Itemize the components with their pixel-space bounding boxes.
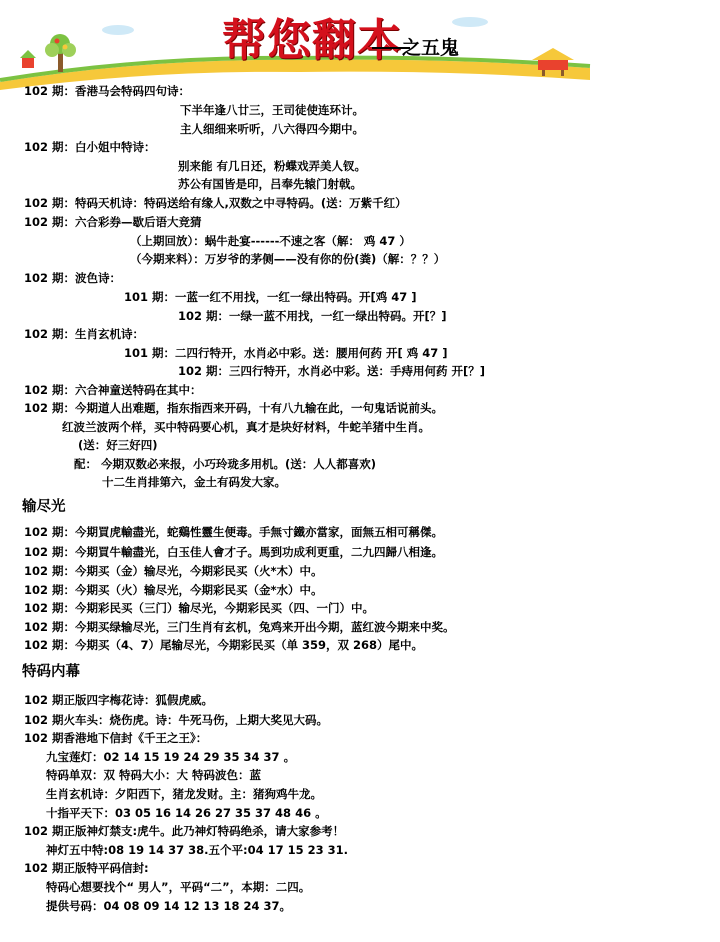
text-line: 102 期：今期買虎輸盡光，蛇鷄性靈生便毒。手無寸鐵亦當家，面無五相可稱傑。 xyxy=(24,525,444,539)
text-line: 特码单双：双 特码大小：大 特码波色：蓝 xyxy=(46,768,262,782)
text-line: 特码心想要找个“ 男人”，平码“二”，本期：二四。 xyxy=(46,880,311,894)
text-line: 102 期：今期买（4、7）尾输尽光，今期彩民买（单 359，双 268）尾中。 xyxy=(24,638,424,652)
house-icon xyxy=(20,50,36,68)
text-line: 苏公有国皆是印，吕奉先辕门射戟。 xyxy=(178,177,362,191)
text-line: 102 期：今期买（火）输尽光，今期彩民买（金*水）中。 xyxy=(24,583,323,597)
text-line: 102 期正版神灯禁支:虎牛。此乃神灯特码绝杀，请大家参考！ xyxy=(24,824,345,838)
text-line: （上期回放）：蜗牛赴宴------不速之客（解： 鸡 47 ） xyxy=(130,234,411,248)
text-line: 102 期香港地下信封《千王之王》： xyxy=(24,731,208,745)
text-line: (送：好三好四) xyxy=(78,438,158,452)
text-line: 102 期：今期买绿输尽光，三门生肖有玄机，兔鸡来开出今期，蓝红波今期来中奖。 xyxy=(24,620,455,634)
text-line: 102 期：今期买（金）输尽光，今期彩民买（火*木）中。 xyxy=(24,564,323,578)
text-line: 神灯五中特:08 19 14 37 38.五个平:04 17 15 23 31. xyxy=(46,843,348,857)
section-heading: 特码内幕 xyxy=(22,664,80,680)
text-line: 102 期：今期買牛輸盡光，白玉佳人會才子。馬到功成利更重，二九四歸八相逢。 xyxy=(24,545,444,559)
text-line: 下半年逢八廿三，王司徒使连环计。 xyxy=(180,103,364,117)
text-line: 九宝莲灯：02 14 15 19 24 29 35 34 37 。 xyxy=(46,750,296,764)
header-banner xyxy=(0,0,720,90)
text-line: 102 期：香港马会特码四句诗： xyxy=(24,84,191,98)
text-line: （今期来料）：万岁爷的茅侧——没有你的份(粪)（解：？？） xyxy=(130,252,446,266)
text-line: 102 期：三四行特开，水肖必中彩。送：手痔用何药 开[？] xyxy=(178,364,486,378)
text-line: 102 期：六合彩券—歇后语大竞猜 xyxy=(24,215,202,229)
text-line: 102 期：白小姐中特诗： xyxy=(24,140,156,154)
text-line: 102 期：今期彩民买（三门）输尽光，今期彩民买（四、一门）中。 xyxy=(24,601,375,615)
text-line: 红波兰波两个样，买中特码要心机，真才是块好材料，牛蛇羊猪中生肖。 xyxy=(62,420,430,434)
section-heading: 输尽光 xyxy=(22,499,66,515)
text-line: 101 期：一蓝一红不用找，一红一绿出特码。开[鸡 47 ] xyxy=(124,290,417,304)
text-line: 十指平天下：03 05 16 14 26 27 35 37 48 46 。 xyxy=(46,806,327,820)
tree-icon xyxy=(45,34,76,72)
text-line: 102 期：今期道人出难题，指东指西来开码，十有八九输在此，一句鬼话说前头。 xyxy=(24,401,444,415)
text-line: 102 期：特码天机诗：特码送给有缘人,双数之中寻特码。(送：万紫千红） xyxy=(24,196,407,210)
text-line: 生肖玄机诗：夕阳西下，猪龙发财。主：猪狗鸡牛龙。 xyxy=(46,787,322,801)
text-line: 102 期正版特平码信封: xyxy=(24,861,149,875)
text-line: 102 期：六合神童送特码在其中： xyxy=(24,383,202,397)
text-line: 102 期：一绿一蓝不用找，一红一绿出特码。开[？] xyxy=(178,309,447,323)
text-line: 102 期正版四字梅花诗：狐假虎威。 xyxy=(24,693,214,707)
page-title: 帮您翻本 xyxy=(222,15,402,66)
text-line: 102 期：波色诗： xyxy=(24,271,122,285)
text-line: 102 期火车头：烧伤虎。诗：牛死马伤，上期大奖见大码。 xyxy=(24,713,329,727)
text-line: 提供号码：04 08 09 14 12 13 18 24 37。 xyxy=(46,899,292,913)
text-line: 101 期：二四行特开，水肖必中彩。送：腰用何药 开[ 鸡 47 ] xyxy=(124,346,448,360)
page-subtitle: 之五鬼 xyxy=(402,37,460,59)
text-line: 十二生肖排第六，金土有码发大家。 xyxy=(102,475,286,489)
text-line: 主人细细来听听，八六得四今期中。 xyxy=(180,122,364,136)
text-line: 别来能 有几日还，粉蝶戏弄美人钗。 xyxy=(178,159,367,173)
text-line: 配： 今期双数必来报，小巧玲珑多用机。(送：人人都喜欢) xyxy=(74,457,377,471)
text-line: 102 期：生肖玄机诗： xyxy=(24,327,145,341)
